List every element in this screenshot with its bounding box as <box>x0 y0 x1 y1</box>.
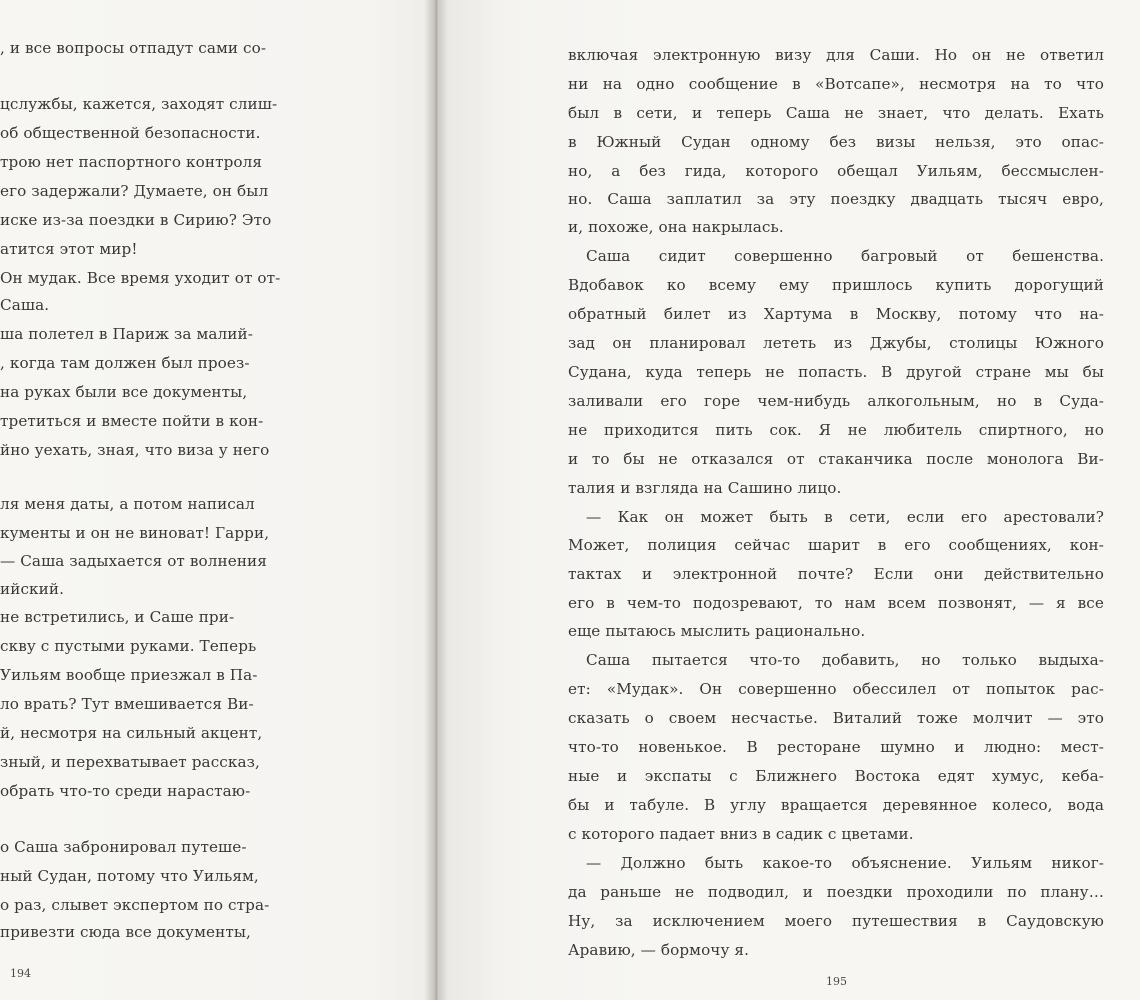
left-line: ля меня даты, а потом написал <box>0 495 255 513</box>
left-page <box>0 0 436 1000</box>
left-line: третиться и вместе пойти в кон- <box>0 412 264 430</box>
left-line: кументы и он не виноват! Гарри, <box>0 524 270 542</box>
left-line: Он мудак. Все время уходит от от- <box>0 269 281 287</box>
right-line: Саша пытается что-то добавить, но только выдыха- <box>586 651 1104 669</box>
left-line: ша полетел в Париж за малий- <box>0 325 253 343</box>
right-line: — Как он может быть в сети, если его арестовали? <box>586 508 1104 526</box>
right-line: — Должно быть какое-то объяснение. Уильям никог- <box>586 854 1104 872</box>
page-number-left: 194 <box>10 967 31 980</box>
right-line: да раньше не подводил, и поездки проходили по плану… <box>568 883 1104 901</box>
right-line: обратный билет из Хартума в Москву, потому что на- <box>568 305 1104 323</box>
right-line: Может, полиция сейчас шарит в его сообщениях, кон- <box>568 536 1104 554</box>
left-line: привезти сюда все документы, <box>0 923 251 941</box>
right-line: тактах и электронной почте? Если они действительно <box>568 565 1104 583</box>
right-line: был в сети, и теперь Саша не знает, что делать. Ехать <box>568 104 1104 122</box>
left-line: ный Судан, потому что Уильям, <box>0 867 259 885</box>
left-line: зный, и перехватывает рассказ, <box>0 753 260 771</box>
left-line: Саша. <box>0 296 50 314</box>
left-line: атится этот мир! <box>0 240 138 258</box>
left-line: иске из-за поездки в Сирию? Это <box>0 211 272 229</box>
left-line: не встретились, и Саше при- <box>0 608 235 626</box>
left-line: ло врать? Тут вмешивается Ви- <box>0 695 254 713</box>
left-line: об общественной безопасности. <box>0 124 261 142</box>
left-line: , и все вопросы отпадут сами со- <box>0 39 267 57</box>
left-line: й, несмотря на сильный акцент, <box>0 724 263 742</box>
right-line: заливали его горе чем-нибудь алкогольным, но в Суда- <box>568 392 1104 410</box>
right-line: талия и взгляда на Сашино лицо. <box>568 479 842 497</box>
right-line: и, похоже, она накрылась. <box>568 218 784 236</box>
left-line: йно уехать, зная, что виза у него <box>0 441 270 459</box>
right-line: не приходится пить сок. Я не любитель спиртного, но <box>568 421 1104 439</box>
left-line: на руках были все документы, <box>0 383 248 401</box>
right-line: что-то новенькое. В ресторане шумно и людно: мест- <box>568 738 1104 756</box>
left-line: обрать что-то среди нарастаю- <box>0 782 251 800</box>
right-line: включая электронную визу для Саши. Но он не ответил <box>568 46 1104 64</box>
right-line: Судана, куда теперь не попасть. В другой стране мы бы <box>568 363 1104 381</box>
right-line: ни на одно сообщение в «Вотсапе», несмотря на то что <box>568 75 1104 93</box>
right-line: Аравию, — бормочу я. <box>568 941 750 959</box>
right-line: еще пытаюсь мыслить рационально. <box>568 622 866 640</box>
right-line: ные и экспаты с Ближнего Востока едят хумус, кеба- <box>568 767 1104 785</box>
right-line: сказать о своем несчастье. Виталий тоже молчит — это <box>568 709 1104 727</box>
left-line: о раз, слывет экспертом по стра- <box>0 896 270 914</box>
right-line: Вдобавок ко всему ему пришлось купить дорогущий <box>568 276 1104 294</box>
right-line: в Южный Судан одному без визы нельзя, это опас- <box>568 133 1104 151</box>
right-page <box>436 0 1140 1000</box>
right-line: бы и табуле. В углу вращается деревянное колесо, вода <box>568 796 1104 814</box>
right-line: ет: «Мудак». Он совершенно обессилел от попыток рас- <box>568 680 1104 698</box>
left-line: ийский. <box>0 580 65 598</box>
left-line: , когда там должен был проез- <box>0 354 250 372</box>
left-line: его задержали? Думаете, он был <box>0 182 269 200</box>
left-line: — Саша задыхается от волнения <box>0 552 267 570</box>
left-line: трою нет паспортного контроля <box>0 153 263 171</box>
page-number-right: 195 <box>826 975 847 988</box>
left-line: скву с пустыми руками. Теперь <box>0 637 257 655</box>
right-line: Ну, за исключением моего путешествия в Саудовскую <box>568 912 1104 930</box>
left-line: цслужбы, кажется, заходят слиш- <box>0 95 278 113</box>
left-line: о Саша забронировал путеше- <box>0 838 247 856</box>
right-line: и то бы не отказался от стаканчика после монолога Ви- <box>568 450 1104 468</box>
book-gutter-shadow <box>424 0 448 1000</box>
left-line: Уильям вообще приезжал в Па- <box>0 666 258 684</box>
right-line: его в чем-то подозревают, то нам всем позвонят, — я все <box>568 594 1104 612</box>
right-line: но, а без гида, которого обещал Уильям, бессмыслен- <box>568 162 1104 180</box>
right-line: Саша сидит совершенно багровый от бешенства. <box>586 247 1104 265</box>
right-line: с которого падает вниз в садик с цветами. <box>568 825 914 843</box>
right-line: зад он планировал лететь из Джубы, столицы Южного <box>568 334 1104 352</box>
right-line: но. Саша заплатил за эту поездку двадцать тысяч евро, <box>568 190 1104 208</box>
